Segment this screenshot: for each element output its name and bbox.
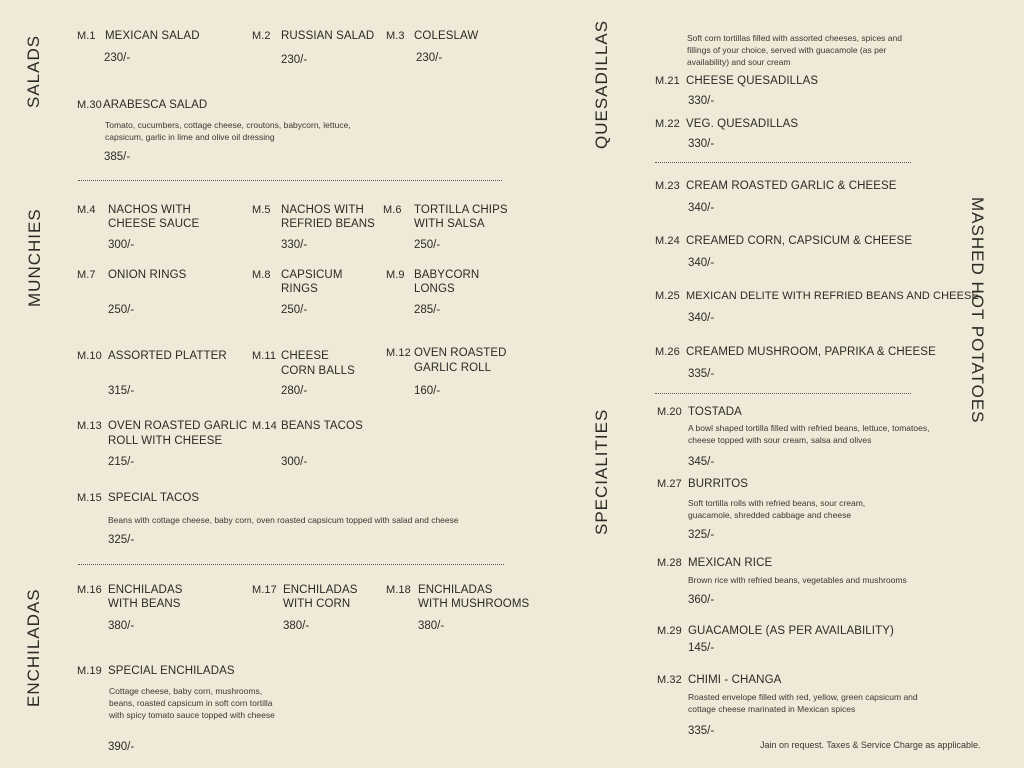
item-name: VEG. QUESADILLAS — [686, 118, 799, 130]
section-divider — [655, 393, 911, 394]
item-name-line1: ENCHILADAS — [108, 584, 183, 596]
section-label-salads: SALADS — [24, 34, 43, 108]
item-code: M.30 — [77, 99, 102, 111]
item-name-line2: WITH SALSA — [414, 218, 485, 230]
item-price: 380/- — [418, 620, 445, 632]
item-name: BEANS TACOS — [281, 420, 363, 432]
item-description: Beans with cottage cheese, baby corn, oven roasted capsicum topped with salad and cheese — [108, 515, 459, 525]
item-price: 300/- — [281, 456, 308, 468]
item-price: 360/- — [688, 594, 715, 606]
section-label-mashed-hot-potatoes: MASHED HOT POTATOES — [968, 197, 987, 424]
item-code: M.5 — [252, 204, 271, 216]
item-name-line2: LONGS — [414, 283, 455, 295]
item-name: MEXICAN SALAD — [105, 30, 200, 42]
item-name-line2: WITH BEANS — [108, 598, 181, 610]
item-name-line1: OVEN ROASTED — [414, 347, 507, 359]
item-name-line2: ROLL WITH CHEESE — [108, 435, 223, 447]
item-price: 280/- — [281, 385, 308, 397]
item-price: 160/- — [414, 385, 441, 397]
item-code: M.18 — [386, 584, 411, 596]
item-description: Cottage cheese, baby corn, mushrooms, beans, roasted capsicum in soft corn tortilla with spicy tomato sauce topped with cheese — [109, 686, 275, 720]
item-code: M.1 — [77, 30, 96, 42]
item-price: 325/- — [108, 534, 135, 546]
item-name: SPECIAL TACOS — [108, 492, 200, 504]
item-code: M.28 — [657, 557, 682, 569]
item-code: M.22 — [655, 118, 680, 130]
footer-note: Jain on request. Taxes & Service Charge as applicable. — [760, 740, 981, 750]
item-price: 250/- — [281, 304, 308, 316]
item-description: Tomato, cucumbers, cottage cheese, croutons, babycorn, lettuce, capsicum, garlic in lime and olive oil dressing — [105, 120, 351, 142]
item-code: M.20 — [657, 406, 682, 418]
item-price: 385/- — [104, 151, 131, 163]
item-name-line2: WITH CORN — [283, 598, 351, 610]
item-name: CHEESE QUESADILLAS — [686, 75, 819, 87]
item-name: GUACAMOLE (AS PER AVAILABILITY) — [688, 625, 894, 637]
item-price: 335/- — [688, 725, 715, 737]
item-code: M.7 — [77, 269, 96, 281]
item-name: MEXICAN DELITE WITH REFRIED BEANS AND CHEESE — [686, 290, 979, 302]
item-code: M.10 — [77, 350, 102, 362]
item-name-line2: CORN BALLS — [281, 365, 355, 377]
item-name-line1: NACHOS WITH — [108, 204, 191, 216]
item-name-line2: RINGS — [281, 283, 318, 295]
item-code: M.19 — [77, 665, 102, 677]
item-name-line2: CHEESE SAUCE — [108, 218, 200, 230]
item-name: ARABESCA SALAD — [103, 99, 208, 111]
item-price: 330/- — [688, 138, 715, 150]
item-price: 330/- — [688, 95, 715, 107]
item-name-line2: REFRIED BEANS — [281, 218, 375, 230]
item-code: M.3 — [386, 30, 405, 42]
item-price: 285/- — [414, 304, 441, 316]
item-name: RUSSIAN SALAD — [281, 30, 375, 42]
item-code: M.4 — [77, 204, 96, 216]
item-price: 330/- — [281, 239, 308, 251]
item-name-line2: GARLIC ROLL — [414, 362, 492, 374]
section-divider — [78, 180, 502, 181]
item-code: M.2 — [252, 30, 271, 42]
item-name-line1: NACHOS WITH — [281, 204, 364, 216]
item-price: 250/- — [108, 304, 135, 316]
item-price: 230/- — [281, 54, 308, 66]
item-name: CREAMED CORN, CAPSICUM & CHEESE — [686, 235, 913, 247]
item-code: M.17 — [252, 584, 277, 596]
item-price: 345/- — [688, 456, 715, 468]
item-price: 390/- — [108, 741, 135, 753]
item-description: Brown rice with refried beans, vegetables and mushrooms — [688, 575, 907, 585]
section-label-quesadillas: QUESADILLAS — [592, 19, 611, 149]
item-name: ASSORTED PLATTER — [108, 350, 227, 362]
item-name: BURRITOS — [688, 478, 749, 490]
item-price: 145/- — [688, 642, 715, 654]
item-price: 335/- — [688, 368, 715, 380]
section-divider — [655, 162, 911, 163]
item-code: M.11 — [252, 350, 277, 362]
item-name: SPECIAL ENCHILADAS — [108, 665, 235, 677]
item-name: TOSTADA — [688, 406, 742, 418]
item-price: 250/- — [414, 239, 441, 251]
item-name: ONION RINGS — [108, 269, 187, 281]
item-code: M.32 — [657, 674, 682, 686]
item-code: M.15 — [77, 492, 102, 504]
item-code: M.23 — [655, 180, 680, 192]
item-code: M.25 — [655, 290, 680, 302]
item-code: M.26 — [655, 346, 680, 358]
item-name: CREAM ROASTED GARLIC & CHEESE — [686, 180, 897, 192]
item-price: 230/- — [104, 52, 131, 64]
item-name: CREAMED MUSHROOM, PAPRIKA & CHEESE — [686, 346, 936, 358]
item-name: CHIMI - CHANGA — [688, 674, 782, 686]
item-price: 340/- — [688, 257, 715, 269]
item-name-line1: ENCHILADAS — [283, 584, 358, 596]
item-price: 380/- — [108, 620, 135, 632]
item-code: M.21 — [655, 75, 680, 87]
item-code: M.24 — [655, 235, 680, 247]
item-name-line1: TORTILLA CHIPS — [414, 204, 508, 216]
item-price: 340/- — [688, 202, 715, 214]
item-price: 380/- — [283, 620, 310, 632]
item-code: M.8 — [252, 269, 271, 281]
item-price: 315/- — [108, 385, 135, 397]
item-price: 340/- — [688, 312, 715, 324]
item-description: Roasted envelope filled with red, yellow, green capsicum and cottage cheese marinated in Mexican spices — [688, 692, 918, 714]
item-description: Soft tortilla rolls with refried beans, sour cream, guacamole, shredded cabbage and cheese — [688, 498, 866, 520]
item-name-line1: ENCHILADAS — [418, 584, 493, 596]
item-code: M.27 — [657, 478, 682, 490]
item-price: 215/- — [108, 456, 135, 468]
item-code: M.12 — [386, 347, 411, 359]
section-label-munchies: MUNCHIES — [25, 208, 44, 307]
item-code: M.6 — [383, 204, 402, 216]
item-name-line2: WITH MUSHROOMS — [418, 598, 530, 610]
item-code: M.13 — [77, 420, 102, 432]
section-label-enchiladas: ENCHILADAS — [24, 588, 43, 707]
quesadillas-intro: Soft corn tortillas filled with assorted cheeses, spices and fillings of your choice, served with guacamole (as per availability) and sour cream — [687, 33, 902, 67]
item-code: M.9 — [386, 269, 405, 281]
section-label-specialities: SPECIALITIES — [592, 408, 611, 535]
item-name: COLESLAW — [414, 30, 479, 42]
item-code: M.16 — [77, 584, 102, 596]
section-divider — [78, 564, 504, 565]
item-price: 230/- — [416, 52, 443, 64]
item-name-line1: BABYCORN — [414, 269, 480, 281]
item-code: M.14 — [252, 420, 277, 432]
item-name: MEXICAN RICE — [688, 557, 773, 569]
item-price: 325/- — [688, 529, 715, 541]
item-code: M.29 — [657, 625, 682, 637]
item-name-line1: CHEESE — [281, 350, 329, 362]
item-name-line1: OVEN ROASTED GARLIC — [108, 420, 248, 432]
item-description: A bowl shaped tortilla filled with refried beans, lettuce, tomatoes, cheese topped with sour cream, salsa and olives — [688, 423, 930, 445]
item-name-line1: CAPSICUM — [281, 269, 343, 281]
item-price: 300/- — [108, 239, 135, 251]
